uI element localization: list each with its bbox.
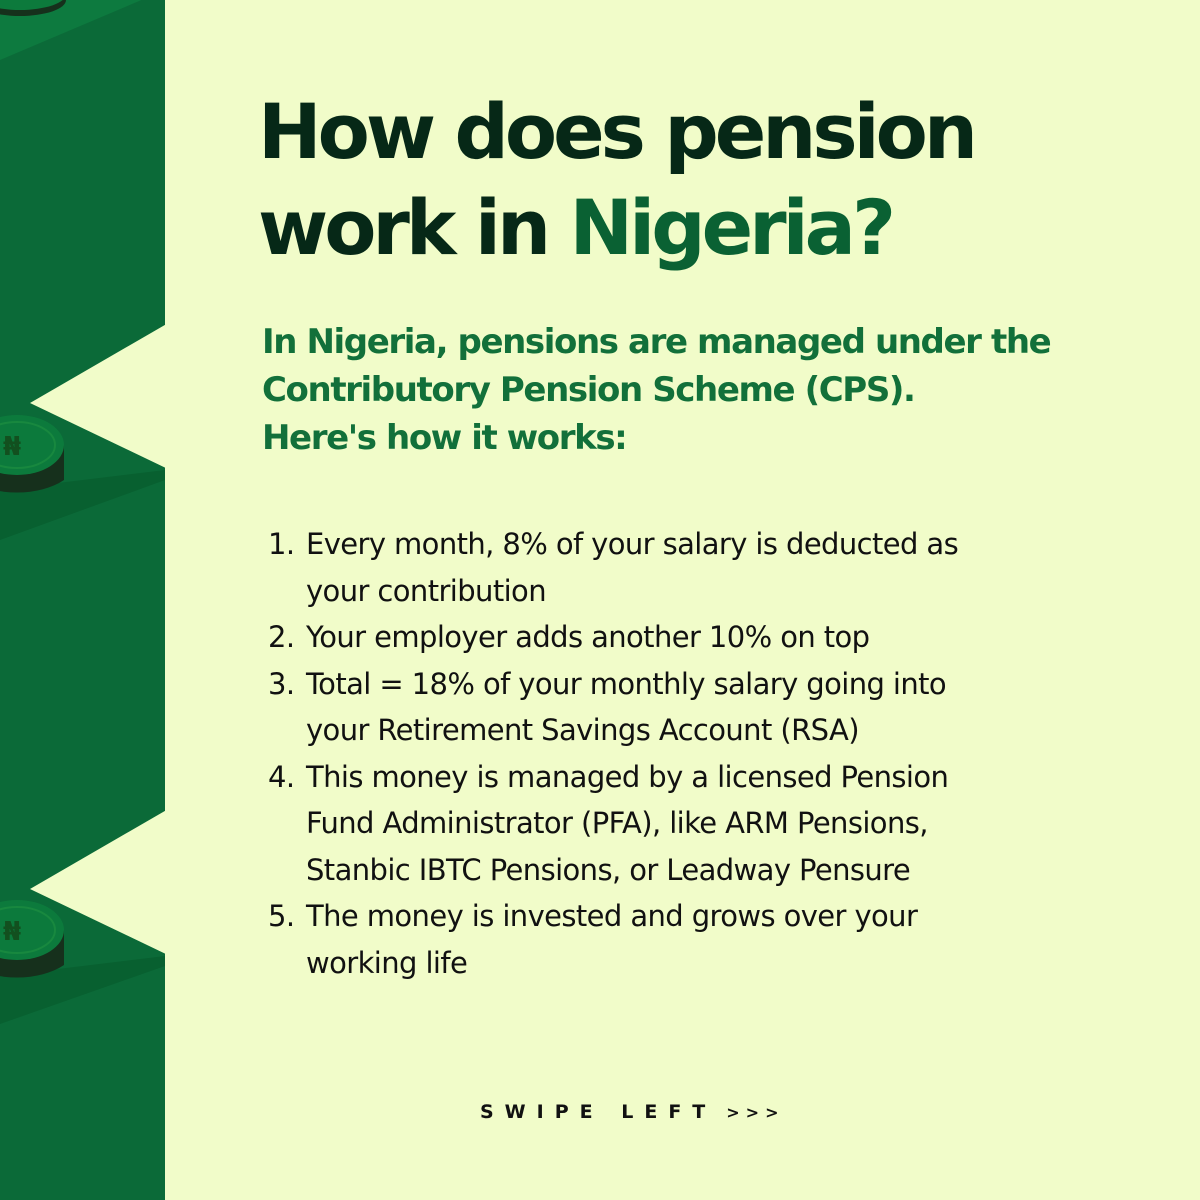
- step-text-line: Fund Administrator (PFA), like ARM Pensions,: [306, 806, 928, 840]
- list-item: [262, 614, 1122, 661]
- step-text-line: your Retirement Savings Account (RSA): [306, 713, 859, 747]
- step-text-line: Every month, 8% of your salary is deducted as: [306, 527, 959, 561]
- step-number: 3.: [268, 666, 295, 701]
- swipe-arrows: >>>: [726, 1103, 785, 1122]
- step-number: 5.: [268, 899, 295, 933]
- steps-list: [262, 521, 1122, 986]
- step-number: 2.: [268, 620, 295, 654]
- svg-text:₦: ₦: [3, 917, 22, 947]
- step-text-line: This money is managed by a licensed Pension: [306, 759, 949, 794]
- page-title: [258, 84, 1158, 276]
- title-accent-nigeria: Nigeria?: [569, 183, 893, 272]
- step-text-line: working life: [306, 945, 468, 980]
- step-text-line: your contribution: [306, 573, 546, 608]
- step-number: 1.: [268, 527, 295, 561]
- list-item: [262, 754, 1122, 894]
- step-number: 4.: [268, 759, 295, 794]
- intro-line-2: Contributory Pension Scheme (CPS).: [262, 370, 915, 410]
- intro-text: [262, 318, 1162, 462]
- decorative-coin-stack: [0, 0, 170, 1200]
- list-item: [262, 661, 1122, 754]
- list-item: [262, 893, 1122, 986]
- title-line-2-prefix: work in: [258, 183, 570, 272]
- step-text-line: Your employer adds another 10% on top: [306, 620, 870, 654]
- intro-line-1: In Nigeria, pensions are managed under the: [262, 322, 1051, 362]
- svg-text:₦: ₦: [3, 432, 22, 462]
- swipe-left-prompt[interactable]: [480, 1101, 784, 1123]
- swipe-label: SWIPE LEFT: [480, 1101, 717, 1123]
- step-text-line: Total = 18% of your monthly salary going into: [306, 666, 947, 701]
- step-text-line: Stanbic IBTC Pensions, or Leadway Pensure: [306, 852, 911, 887]
- intro-line-3: Here's how it works:: [262, 418, 627, 458]
- list-item: [262, 521, 1122, 614]
- step-text-line: The money is invested and grows over your: [306, 899, 918, 933]
- title-line-1: How does pension: [258, 87, 975, 176]
